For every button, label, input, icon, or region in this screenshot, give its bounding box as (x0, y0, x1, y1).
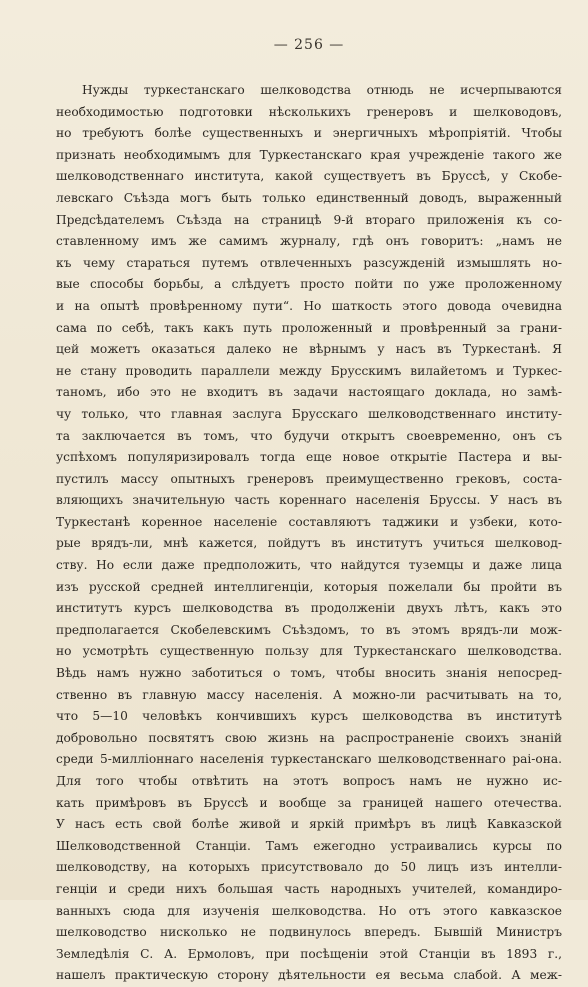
text-line: вляющихъ значительную часть кореннаго населенія Бруссы. У насъ въ (56, 493, 562, 508)
text-line: ванныхъ сюда для изученія шелководства. Но отъ этого кавказское (56, 903, 562, 918)
text-line: не стану проводить параллели между Брусскимъ вилайетомъ и Туркес- (56, 363, 562, 378)
text-line: Шелководственной Станціи. Тамъ ежегодно устраивались курсы по (56, 838, 562, 853)
text-line: предполагается Скобелевскимъ Съѣздомъ, то въ этомъ врядъ-ли мож- (56, 622, 562, 637)
text-line: Вѣдь намъ нужно заботиться о томъ, чтобы вносить знанія непосред- (56, 666, 562, 681)
text-line: Предсѣдателемъ Съѣзда на страницѣ 9-й втораго приложенія къ со- (56, 212, 562, 227)
text-line: Нужды туркестанскаго шелководства отнюдь не исчерпываются (82, 83, 562, 97)
text-line: Для того чтобы отвѣтить на этотъ вопросъ намъ не нужно ис- (56, 774, 562, 788)
text-line: цей можетъ оказаться далеко не вѣрнымъ у насъ въ Туркестанѣ. Я (56, 342, 562, 357)
text-line: но усмотрѣть существенную пользу для Туркестанскаго шелководства. (56, 644, 562, 659)
text-line: та заключается въ томъ, что будучи открытъ своевременно, онъ съ (56, 428, 562, 443)
text-line: признать необходимымъ для Туркестанскаго края учрежденіе такого же (56, 147, 562, 162)
text-line: таномъ, ибо это не входитъ въ задачи настоящаго доклада, но замѣ- (56, 385, 562, 400)
text-line: нашелъ практическую сторону дѣятельности ея весьма слабой. А меж- (56, 968, 562, 983)
text-line: ставленному имъ же самимъ журналу, гдѣ онъ говоритъ: „намъ не (56, 234, 562, 249)
text-line: пустилъ массу опытныхъ гренеровъ преимущественно грековъ, соста- (56, 471, 562, 486)
text-line: вые способы борьбы, а слѣдуетъ просто пойти по уже проложенному (56, 277, 562, 292)
text-line: кать примѣровъ въ Бруссѣ и вообще за границей нашего отечества. (56, 795, 562, 810)
text-line: среди 5-милліоннаго населенія туркестанскаго шелководственнаго раі-она. (56, 752, 562, 767)
text-line: рые врядъ-ли, мнѣ кажется, пойдутъ въ институтъ учиться шелковод- (56, 536, 562, 551)
text-line: къ чему стараться путемъ отвлеченныхъ разсужденій измышлять но- (56, 255, 562, 270)
body-text (56, 80, 562, 987)
text-line: левскаго Съѣзда могъ быть только единственный доводъ, выраженный (56, 190, 562, 205)
text-line: ству. Но если даже предположить, что найдутся туземцы и даже лица (56, 558, 562, 573)
text-line: изъ русской средней интеллигенціи, которыя пожелали бы пройти въ (56, 579, 562, 594)
text-line: чу только, что главная заслуга Брусскаго шелководственнаго институ- (56, 406, 562, 421)
text-line: успѣхомъ популяризировалъ тогда еще новое открытіе Пастера и вы- (56, 450, 562, 465)
page-number: — 256 — (273, 37, 345, 53)
text-line: У насъ есть свой болѣе живой и яркій примѣръ въ лицѣ Кавказской (56, 817, 562, 832)
text-line: шелководство нисколько не подвинулось впередъ. Бывшій Министръ (56, 925, 562, 940)
text-line: ственно въ главную массу населенія. А можно-ли расчитывать на то, (56, 687, 562, 702)
text-line: институтъ курсъ шелководства въ продолженіи двухъ лѣтъ, какъ это (56, 601, 562, 616)
text-line: и на опытѣ провѣренному пути“. Но шаткость этого довода очевидна (56, 298, 562, 313)
text-line: шелководственнаго института, какой существуетъ въ Бруссѣ, у Скобе- (56, 169, 562, 184)
text-line: Туркестанѣ коренное населеніе составляютъ таджики и узбеки, кото- (56, 514, 562, 529)
text-line: что 5—10 человѣкъ кончившихъ курсъ шелководства въ институтѣ (56, 709, 562, 724)
text-line: Земледѣлія С. А. Ермоловъ, при посѣщеніи этой Станціи въ 1893 г., (56, 946, 562, 961)
text-line: но требуютъ болѣе существенныхъ и энергичныхъ мѣропріятій. Чтобы (56, 126, 562, 141)
text-line: необходимостью подготовки нѣсколькихъ гренеровъ и шелководовъ, (56, 104, 562, 119)
text-line: генціи и среди нихъ большая часть народныхъ учителей, командиро- (56, 881, 562, 896)
text-line: добровольно посвятятъ свою жизнь на распространеніе своихъ знаній (56, 730, 562, 745)
text-line: сама по себѣ, такъ какъ путь проложенный и провѣренный за грани- (56, 320, 562, 335)
text-line: шелководству, на которыхъ присутствовало до 50 лицъ изъ интелли- (56, 860, 562, 875)
